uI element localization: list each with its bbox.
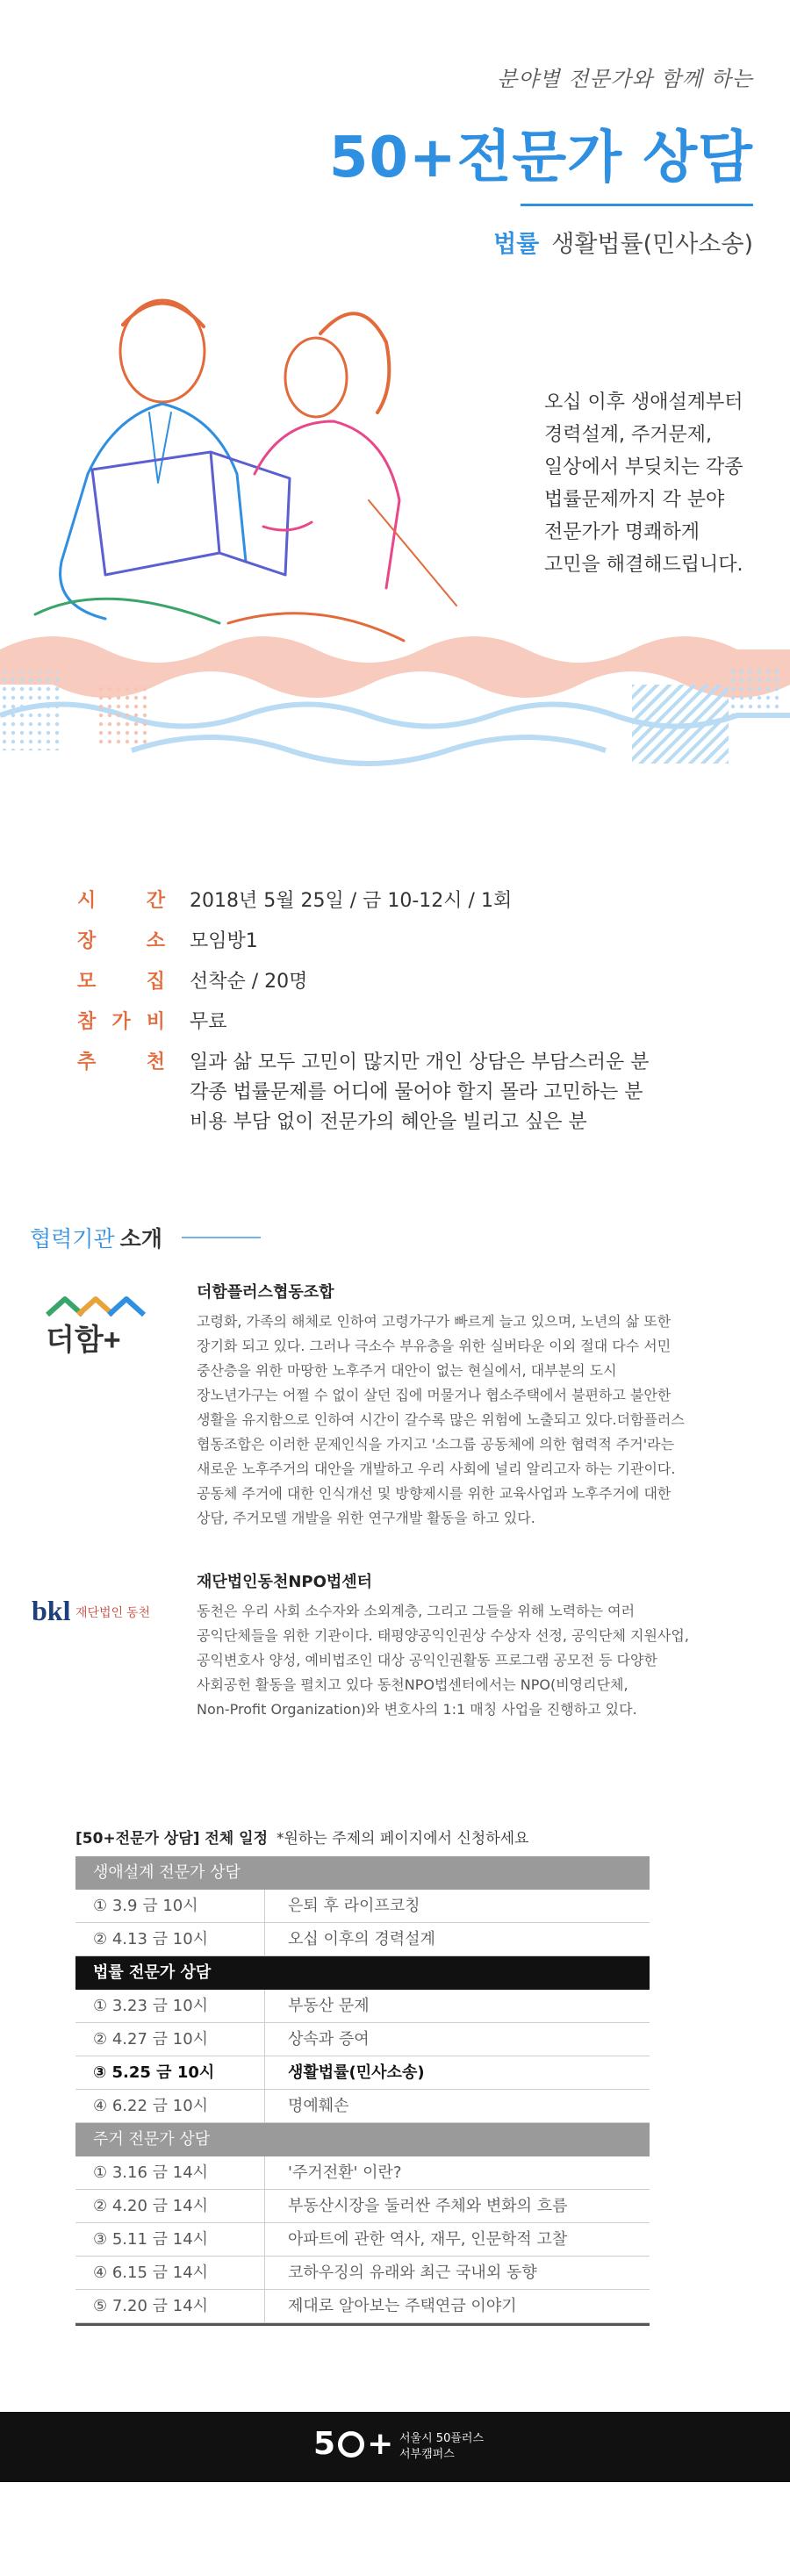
info-row-recruit <box>77 967 762 997</box>
info-line: 무료 <box>190 1011 227 1033</box>
hero-subtitle <box>493 225 753 259</box>
info-key-char: 천 <box>146 1051 165 1073</box>
org-line: 서부캠퍼스 <box>399 2448 455 2461</box>
partner-desc-line: 고령화, 가족의 해체로 인하여 고령가구가 빠르게 늘고 있으며, 노년의 삶 또한 <box>197 1313 672 1330</box>
category-label: 법률 <box>493 231 540 258</box>
footer <box>0 2412 790 2482</box>
dongcheon-logo-mark: bkl <box>32 1595 71 1626</box>
schedule-topic: 부동산 문제 <box>288 1997 370 2015</box>
deoham-logo-text: 더함+ <box>46 1324 121 1357</box>
deoham-logo <box>30 1280 162 1359</box>
schedule-row <box>75 2257 650 2290</box>
schedule-section-header: 생애설계 전문가 상담 <box>75 1856 650 1890</box>
info-key-char: 추 <box>77 1051 97 1073</box>
partner-desc <box>197 1310 758 1531</box>
partner-desc-line: 협동조합은 이러한 문제인식을 가지고 '소그룹 공동체에 의한 협력적 주거'라는 <box>197 1436 675 1453</box>
intro-line: 법률문제까지 각 분야 <box>544 489 725 511</box>
hero-section <box>0 0 790 834</box>
info-value <box>190 1048 650 1137</box>
schedule-date: ⑤ 7.20 금 14시 <box>75 2290 265 2322</box>
partner-desc-line: 새로운 노후주거의 대안을 개발하고 우리 사회에 널리 알리고자 하는 기관이다. <box>197 1460 676 1477</box>
partner-desc-line: 사회공헌 활동을 펼치고 있다 동천NPO법센터에서는 NPO(비영리단체, <box>197 1676 628 1693</box>
brand-plus: + <box>367 2426 394 2462</box>
partner-desc-line: 공동체 주거에 대한 인식개선 및 방향제시를 위한 교육사업과 노후주거에 대한 <box>197 1485 672 1502</box>
dongcheon-logo <box>30 1569 162 1648</box>
info-key <box>77 967 165 997</box>
schedule-row <box>75 2056 650 2090</box>
schedule-row <box>75 2156 650 2190</box>
partner-desc <box>197 1599 758 1722</box>
org-line: 서울시 50플러스 <box>399 2432 485 2445</box>
schedule-date: ③ 5.25 금 10시 <box>75 2056 265 2089</box>
partner-desc-line: 상담, 주거모델 개발을 위한 연구개발 활동을 하고 있다. <box>197 1510 535 1526</box>
event-info <box>77 886 762 1148</box>
schedule-row <box>75 1890 650 1923</box>
info-line: 모임방1 <box>190 930 258 952</box>
info-line: 선착순 / 20명 <box>190 971 308 993</box>
info-value <box>190 1008 227 1037</box>
partner-card <box>30 1280 758 1543</box>
info-row-time <box>77 886 762 916</box>
partner-desc-line: 동천은 우리 사회 소수자와 소외계층, 그리고 그들을 위해 노력하는 여러 <box>197 1603 636 1619</box>
schedule-date: ② 4.13 금 10시 <box>75 1923 265 1955</box>
intro-text <box>544 386 781 581</box>
schedule-heading <box>75 1826 650 1848</box>
partner-name: 재단법인동천NPO법센터 <box>197 1573 373 1591</box>
info-key-char: 집 <box>146 971 165 993</box>
schedule-topic: 코하우징의 유래와 최근 국내외 동향 <box>288 2264 537 2282</box>
schedule-row <box>75 2023 650 2056</box>
schedule-topic: 명예훼손 <box>288 2097 349 2115</box>
schedule-row <box>75 2090 650 2123</box>
info-row-fee <box>77 1008 762 1037</box>
schedule-row <box>75 2223 650 2257</box>
info-key <box>77 927 165 957</box>
info-line: 일과 삶 모두 고민이 많지만 개인 상담은 부담스러운 분 <box>190 1051 650 1073</box>
partner-desc-line: 중산층을 위한 마땅한 노후주거 대안이 없는 현실에서, 대부분의 도시 <box>197 1362 617 1379</box>
schedule-topic: 부동산시장을 둘러싼 주체와 변화의 흐름 <box>288 2197 568 2215</box>
schedule-topic: 생활법률(민사소송) <box>288 2063 425 2082</box>
page-title: 50+전문가 상담 <box>328 126 753 190</box>
heading-rule <box>182 1237 261 1238</box>
fifty-plus-logo <box>313 2426 393 2462</box>
info-key-char: 모 <box>77 971 97 993</box>
info-key <box>77 886 165 916</box>
org-name <box>399 2431 484 2463</box>
info-key <box>77 1048 165 1078</box>
info-value <box>190 886 512 916</box>
intro-line: 고민을 해결해드립니다. <box>544 554 743 576</box>
dongcheon-logo-sub: 재단법인 동천 <box>75 1605 151 1619</box>
info-line: 각종 법률문제를 어디에 물어야 할지 몰라 고민하는 분 <box>190 1081 643 1103</box>
ring-icon <box>338 2431 364 2458</box>
intro-line: 경력설계, 주거문제, <box>544 424 712 446</box>
schedule-date: ① 3.9 금 10시 <box>75 1890 265 1922</box>
info-key-char: 간 <box>146 890 165 912</box>
info-key <box>77 1008 165 1037</box>
info-value <box>190 927 258 957</box>
partner-desc-line: 장노년가구는 어쩔 수 없이 살던 집에 머물거나 협소주택에서 불편하고 불안한 <box>197 1387 672 1403</box>
schedule-date: ② 4.27 금 10시 <box>75 2023 265 2056</box>
info-key-char: 가 <box>111 1011 131 1033</box>
schedule-date: ③ 5.11 금 14시 <box>75 2223 265 2256</box>
info-line: 비용 부담 없이 전문가의 혜안을 빌리고 싶은 분 <box>190 1111 587 1133</box>
topic-label: 생활법률(민사소송) <box>551 231 753 258</box>
schedule-table <box>75 1826 650 2326</box>
info-key-char: 비 <box>146 1011 165 1033</box>
info-key-char: 소 <box>146 930 165 952</box>
schedule-row <box>75 1990 650 2023</box>
schedule-topic: 은퇴 후 라이프코칭 <box>288 1897 420 1915</box>
schedule-topic: 제대로 알아보는 주택연금 이야기 <box>288 2297 517 2315</box>
schedule-date: ④ 6.22 금 10시 <box>75 2090 265 2122</box>
hero-kicker: 분야별 전문가와 함께 하는 <box>497 67 753 91</box>
partner-desc-line: Non-Profit Organization)와 변호사의 1:1 매칭 사업을 진행하고 있다. <box>197 1701 637 1718</box>
schedule-date: ② 4.20 금 14시 <box>75 2190 265 2222</box>
partner-desc-line: 장기화 되고 있다. 그러나 극소수 부유층을 위한 실버타운 이외 절대 다수 서민 <box>197 1338 672 1354</box>
info-line: 2018년 5월 25일 / 금 10-12시 / 1회 <box>190 890 513 912</box>
info-key-char: 시 <box>77 890 97 912</box>
schedule-note: *원하는 주제의 페이지에서 신청하세요 <box>276 1830 529 1848</box>
info-row-recommend <box>77 1048 762 1137</box>
partner-card <box>30 1569 758 1727</box>
partner-name: 더함플러스협동조합 <box>197 1283 334 1302</box>
info-key-char: 장 <box>77 930 97 952</box>
schedule-end-rule <box>75 2323 650 2326</box>
schedule-topic: 오십 이후의 경력설계 <box>288 1930 435 1948</box>
brand-five: 5 <box>313 2426 336 2462</box>
schedule-date: ① 3.23 금 10시 <box>75 1990 265 2022</box>
info-value <box>190 967 307 997</box>
partners-heading-rest: 소개 <box>119 1226 162 1252</box>
intro-line: 일상에서 부딪치는 각종 <box>544 456 743 478</box>
schedule-title: [50+전문가 상담] 전체 일정 <box>75 1830 268 1848</box>
schedule-date: ① 3.16 금 14시 <box>75 2156 265 2189</box>
schedule-topic: 아파트에 관한 역사, 재무, 인문학적 고찰 <box>288 2230 568 2249</box>
schedule-topic: '주거전환' 이란? <box>288 2163 402 2182</box>
schedule-section-header: 법률 전문가 상담 <box>75 1956 650 1990</box>
intro-line: 오십 이후 생애설계부터 <box>544 391 743 413</box>
partner-desc-line: 생활을 유지함으로 인하여 시간이 갈수록 많은 위험에 노출되고 있다.더함플러스 <box>197 1411 685 1428</box>
partner-desc-line: 공익변호사 양성, 예비법조인 대상 공익인권활동 프로그램 공모전 등 다양한 <box>197 1652 657 1668</box>
partners-heading-accent: 협력기관 <box>30 1226 115 1252</box>
intro-line: 전문가가 명쾌하게 <box>544 521 700 543</box>
info-key-char: 참 <box>77 1011 97 1033</box>
partners-heading <box>30 1222 261 1253</box>
schedule-row <box>75 2290 650 2323</box>
schedule-section-header: 주거 전문가 상담 <box>75 2123 650 2156</box>
schedule-topic: 상속과 증여 <box>288 2030 370 2049</box>
schedule-row <box>75 1923 650 1956</box>
schedule-body <box>75 1856 650 2323</box>
schedule-row <box>75 2190 650 2223</box>
schedule-date: ④ 6.15 금 14시 <box>75 2257 265 2289</box>
partner-desc-line: 공익단체들을 위한 기관이다. 태평양공익인권상 수상자 선정, 공익단체 지원사업, <box>197 1627 689 1644</box>
info-row-place <box>77 927 762 957</box>
title-divider <box>521 204 753 206</box>
